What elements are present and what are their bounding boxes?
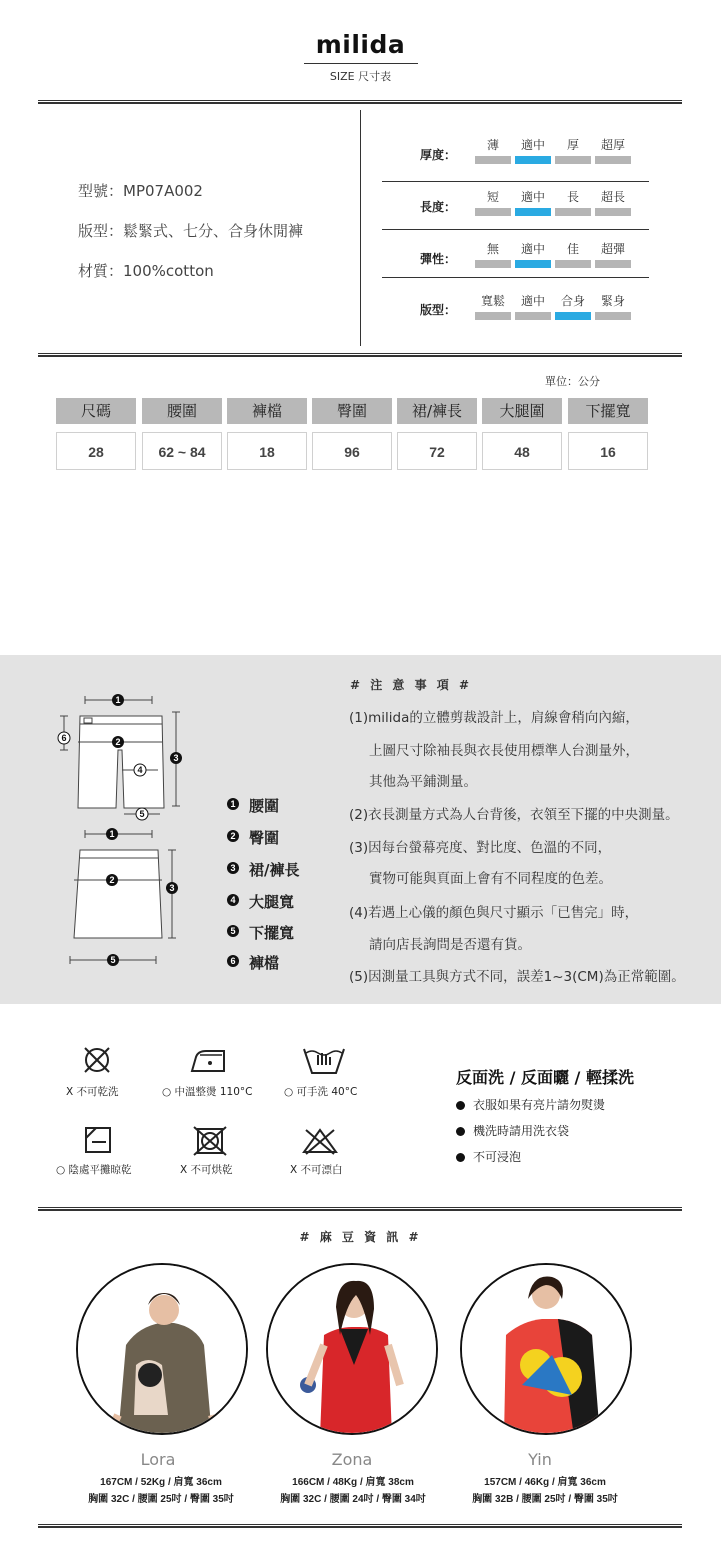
- attr-length-seg: [555, 208, 591, 216]
- legend-label: 裙/褲長: [249, 861, 300, 879]
- legend-label: 腰圍: [249, 797, 280, 815]
- model-photo-zona: [266, 1263, 438, 1435]
- table-header: 下擺寬: [568, 398, 648, 424]
- model-stats: 胸圍 32C / 腰圍 25吋 / 臀圍 35吋: [88, 1494, 234, 1505]
- model-name: Yin: [528, 1450, 552, 1469]
- brand-logo: milida: [315, 30, 406, 59]
- wash-bullet-text: 衣服如果有亮片請勿熨燙: [473, 1098, 606, 1112]
- unit-label: 單位：公分: [545, 375, 600, 388]
- wash-bullet-text: 機洗時請用洗衣袋: [473, 1124, 570, 1138]
- attr-elasticity-opt: 適中: [520, 242, 545, 256]
- table-header: 褲檔: [227, 398, 307, 424]
- iron-medium-icon: [188, 1047, 228, 1075]
- attr-length-opt: 超長: [600, 190, 625, 204]
- care-label: ○ 陰處平攤晾乾: [56, 1164, 132, 1176]
- attr-fit-opt: 合身: [560, 294, 585, 308]
- attr-fit-seg: [515, 312, 551, 320]
- wash-bullet: [456, 1148, 521, 1165]
- attr-elasticity-seg: [475, 260, 511, 268]
- attr-elasticity-seg: [555, 260, 591, 268]
- attr-elasticity-label: 彈性：: [420, 252, 457, 266]
- table-cell: 72: [397, 432, 477, 470]
- wash-bullet: [456, 1096, 605, 1113]
- care-label: X 不可乾洗: [66, 1086, 119, 1098]
- attr-length-seg: [595, 208, 631, 216]
- attr-fit-seg: [475, 312, 511, 320]
- model-stats: 157CM / 46Kg / 肩寬 36cm: [484, 1477, 606, 1488]
- legend-label: 臀圍: [249, 829, 280, 847]
- table-cell: 96: [312, 432, 392, 470]
- table-header: 大腿圍: [482, 398, 562, 424]
- attr-separator: [382, 181, 649, 182]
- attr-thickness-opt: 厚: [566, 138, 579, 152]
- legend-label: 褲檔: [249, 954, 280, 972]
- legend-label: 下擺寬: [249, 924, 295, 942]
- divider-mid: [38, 353, 682, 357]
- page-subtitle: SIZE 尺寸表: [329, 70, 392, 83]
- attr-fit-opt: 緊身: [600, 294, 625, 308]
- bullet-dot: [456, 1101, 465, 1110]
- legend-number: 4: [227, 894, 239, 906]
- product-style: 版型：鬆緊式、七分、合身休閒褲: [78, 222, 304, 240]
- table-header: 臀圍: [312, 398, 392, 424]
- attr-length-label: 長度：: [420, 200, 457, 214]
- model-stats: 166CM / 48Kg / 肩寬 38cm: [292, 1477, 414, 1488]
- care-label: X 不可漂白: [290, 1164, 343, 1176]
- attr-elasticity-opt: 超彈: [600, 242, 625, 256]
- legend-number: 5: [227, 925, 239, 937]
- attr-elasticity-opt: 佳: [566, 242, 579, 256]
- care-label: ○ 可手洗 40°C: [284, 1086, 358, 1098]
- product-model: 型號：MP07A002: [78, 182, 203, 200]
- bullet-dot: [456, 1153, 465, 1162]
- legend-number: 2: [227, 830, 239, 842]
- attr-elasticity-seg-selected: [515, 260, 551, 268]
- attr-elasticity-opt: 無: [486, 242, 499, 256]
- models-title: # 麻 豆 資 訊 #: [299, 1230, 422, 1244]
- no-bleach-icon: [300, 1126, 340, 1156]
- table-cell: 48: [482, 432, 562, 470]
- note-line: 實物可能與頁面上會有不同程度的色差。: [369, 871, 612, 887]
- svg-text:2: 2: [115, 737, 121, 747]
- bullet-dot: [456, 1127, 465, 1136]
- attr-fit-seg-selected: [555, 312, 591, 320]
- note-line: (5)因測量工具與方式不同，誤差1~3(CM)為正常範圍。: [349, 969, 685, 985]
- table-header: 裙/褲長: [397, 398, 477, 424]
- care-label: X 不可烘乾: [180, 1164, 233, 1176]
- no-tumble-dry-icon: [192, 1126, 228, 1156]
- attr-thickness-seg: [475, 156, 511, 164]
- attr-fit-opt: 寬鬆: [480, 294, 505, 308]
- attr-thickness-opt: 適中: [520, 138, 545, 152]
- table-cell: 16: [568, 432, 648, 470]
- svg-text:5: 5: [139, 809, 145, 819]
- hand-wash-icon: [302, 1043, 346, 1077]
- svg-text:1: 1: [115, 695, 121, 705]
- model-stats: 胸圍 32C / 腰圍 24吋 / 臀圍 34吋: [280, 1494, 426, 1505]
- legend-number: 6: [227, 955, 239, 967]
- svg-text:2: 2: [109, 875, 115, 885]
- table-cell: 62 ~ 84: [142, 432, 222, 470]
- attr-length-opt: 適中: [520, 190, 545, 204]
- svg-text:1: 1: [109, 829, 115, 839]
- attr-thickness-opt: 超厚: [600, 138, 625, 152]
- note-line: (1)milida的立體剪裁設計上，肩線會稍向內縮，: [349, 710, 639, 726]
- attr-length-opt: 短: [486, 190, 499, 204]
- wash-bullet-text: 不可浸泡: [473, 1150, 522, 1164]
- attr-fit-seg: [595, 312, 631, 320]
- info-divider: [360, 110, 361, 346]
- note-line: 上圖尺寸除袖長與衣長使用標準人台測量外，: [369, 743, 639, 759]
- svg-text:5: 5: [110, 955, 116, 965]
- notes-title: # 注 意 事 項 #: [350, 678, 472, 692]
- attr-thickness-opt: 薄: [486, 138, 499, 152]
- table-header: 腰圍: [142, 398, 222, 424]
- garment-diagram: [50, 688, 200, 973]
- model-stats: 167CM / 52Kg / 肩寬 36cm: [100, 1477, 222, 1488]
- wash-bullet: [456, 1122, 569, 1139]
- attr-length-seg: [475, 208, 511, 216]
- model-name: Zona: [331, 1450, 373, 1469]
- model-name: Lora: [140, 1450, 176, 1469]
- shade-dry-flat-icon: [84, 1126, 112, 1154]
- svg-text:3: 3: [169, 883, 175, 893]
- product-material: 材質：100%cotton: [78, 262, 214, 280]
- attr-thickness-seg: [555, 156, 591, 164]
- no-dry-clean-icon: [80, 1045, 114, 1075]
- note-line: 其他為平鋪測量。: [369, 774, 477, 790]
- divider-top: [38, 100, 682, 104]
- model-photo-lora: [76, 1263, 248, 1435]
- legend-number: 3: [227, 862, 239, 874]
- attr-length-opt: 長: [566, 190, 579, 204]
- attr-fit-opt: 適中: [520, 294, 545, 308]
- table-header: 尺碼: [56, 398, 136, 424]
- svg-text:4: 4: [137, 765, 143, 775]
- model-stats: 胸圍 32B / 腰圍 25吋 / 臀圍 35吋: [472, 1494, 618, 1505]
- note-line: (3)因每台螢幕亮度、對比度、色溫的不同，: [349, 840, 612, 856]
- svg-text:6: 6: [61, 733, 67, 743]
- attr-fit-label: 版型：: [420, 303, 457, 317]
- attr-thickness-seg: [595, 156, 631, 164]
- attr-thickness-label: 厚度：: [420, 148, 457, 162]
- wash-instructions-title: 反面洗 / 反面曬 / 輕揉洗: [456, 1068, 634, 1087]
- brand-underline: [304, 63, 418, 64]
- legend-label: 大腿寬: [249, 893, 295, 911]
- model-photo-yin: [460, 1263, 632, 1435]
- note-line: (4)若遇上心儀的顏色與尺寸顯示「已售完」時，: [349, 905, 639, 921]
- svg-text:3: 3: [173, 753, 179, 763]
- note-line: (2)衣長測量方式為人台背後，衣領至下擺的中央測量。: [349, 807, 679, 823]
- attr-elasticity-seg: [595, 260, 631, 268]
- table-cell: 28: [56, 432, 136, 470]
- attr-length-seg-selected: [515, 208, 551, 216]
- legend-number: 1: [227, 798, 239, 810]
- note-line: 請向店長詢問是否還有貨。: [369, 937, 531, 953]
- attr-separator: [382, 277, 649, 278]
- divider-bottom: [38, 1524, 682, 1528]
- care-label: ○ 中溫整燙 110°C: [162, 1086, 253, 1098]
- divider-models: [38, 1207, 682, 1211]
- attr-thickness-seg-selected: [515, 156, 551, 164]
- attr-separator: [382, 229, 649, 230]
- table-cell: 18: [227, 432, 307, 470]
